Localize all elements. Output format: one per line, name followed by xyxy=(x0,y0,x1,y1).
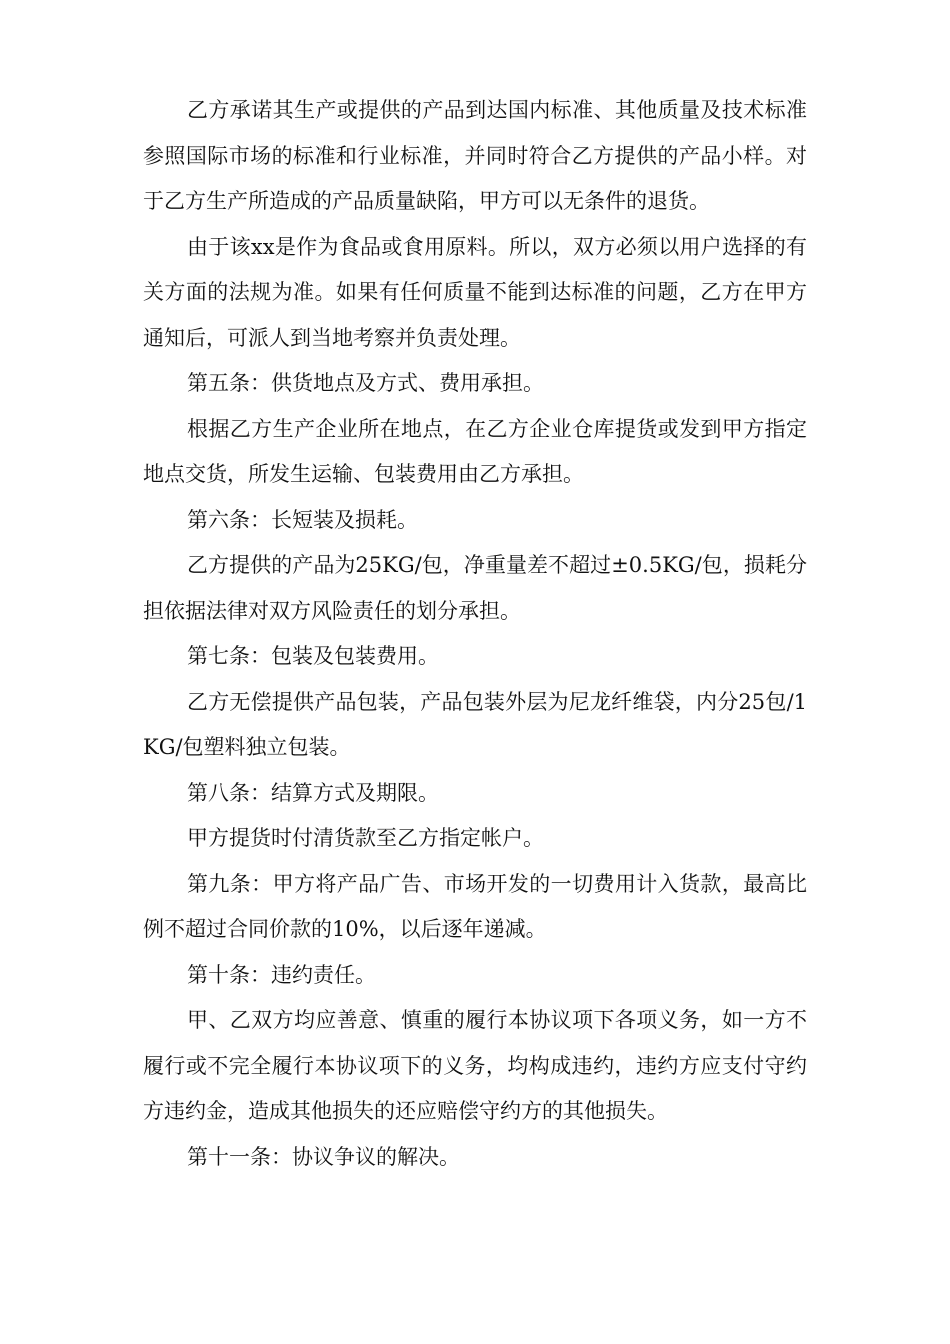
clause-7-heading: 第七条：包装及包装费用。 xyxy=(187,644,439,668)
clause-11-heading: 第十一条：协议争议的解决。 xyxy=(187,1144,460,1169)
paragraph-packaging: 乙方无偿提供产品包装，产品包装外层为尼龙纤维袋，内分25包/1KG/包塑料独立包装。 xyxy=(143,689,807,759)
paragraph-breach: 甲、乙双方均应善意、慎重的履行本协议项下各项义务，如一方不履行或不完全履行本协议项下的义务，均构成违约，违约方应支付守约方违约金，造成其他损失的还应赔偿守约方的其他损失。 xyxy=(143,1008,807,1123)
clause-5-heading: 第五条：供货地点及方式、费用承担。 xyxy=(187,371,544,395)
clause-10-heading: 第十条：违约责任。 xyxy=(187,962,376,987)
paragraph-loss: 乙方提供的产品为25KG/包，净重量差不超过±0.5KG/包，损耗分担依据法律对双方风险责任的划分承担。 xyxy=(143,553,807,623)
paragraph-quality-standards: 乙方承诺其生产或提供的产品到达国内标准、其他质量及技术标准参照国际市场的标准和行业标准，并同时符合乙方提供的产品小样。对于乙方生产所造成的产品质量缺陷，甲方可以无条件的退货。 xyxy=(143,98,807,213)
clause-9-paragraph: 第九条：甲方将产品广告、市场开发的一切费用计入货款，最高比例不超过合同价款的10%，以后逐年递减。 xyxy=(143,871,807,941)
paragraph-settlement: 甲方提货时付清货款至乙方指定帐户。 xyxy=(187,826,544,850)
clause-6-heading: 第六条：长短装及损耗。 xyxy=(187,507,418,532)
paragraph-food-regulations: 由于该xx是作为食品或食用原料。所以，双方必须以用户选择的有关方面的法规为准。如果有任何质量不能到达标准的问题，乙方在甲方通知后，可派人到当地考察并负责处理。 xyxy=(143,234,807,350)
clause-8-heading: 第八条：结算方式及期限。 xyxy=(187,780,439,805)
paragraph-delivery: 根据乙方生产企业所在地点，在乙方企业仓库提货或发到甲方指定地点交货，所发生运输、包装费用由乙方承担。 xyxy=(143,416,807,486)
document-page xyxy=(143,88,807,1180)
